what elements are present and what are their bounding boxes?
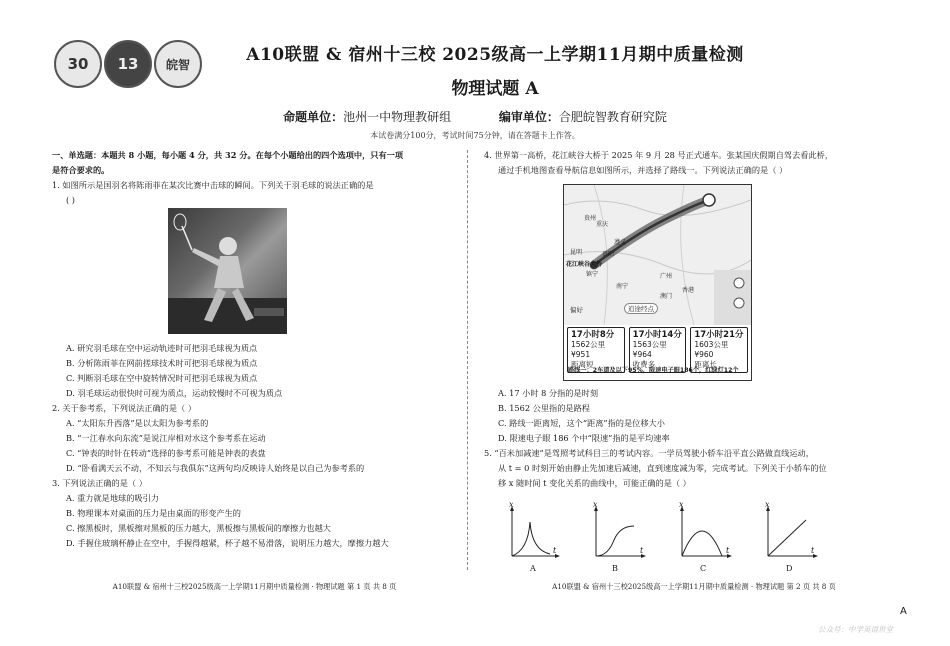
graph-a-label: A [530,564,536,573]
add-waypoint-button[interactable]: 追途经点 [624,303,658,314]
page-1-footer: A10联盟 & 宿州十三校2025级高一上学期11月期中质量检测 · 物理试题 第 1 页 共 8 页 [112,582,397,591]
route-option-3[interactable]: 17小时21分 1603公里¥960 距离长 [690,327,748,373]
watermark: 公众号：中学英语世堂 [818,625,893,634]
q2-option-a: A. “太阳东升西落”是以太阳为参考系的 [66,418,209,428]
right-column-lower [484,386,904,491]
badminton-photo [168,208,287,334]
q2-option-b: B. “一江春水向东流”是说江岸相对水这个参考系在运动 [66,433,266,443]
q3-option-d: D. 手握住玻璃杯静止在空中，手握得越紧，杯子越不易滑落，说明压力越大，摩擦力越大 [66,538,389,548]
graph-b-ylabel: x [593,500,598,509]
city-label: 广州 [660,273,673,280]
q1-option-a: A. 研究羽毛球在空中运动轨迹时可把羽毛球视为质点 [66,343,258,353]
graph-a-xlabel: t [553,546,557,555]
question-4: 4. 世界第一高桥，花江峡谷大桥于 2025 年 9 月 28 号正式通车。张某国庆假期自驾去看此桥， [484,150,834,160]
column-divider [467,150,468,570]
q1-option-c: C. 判断羽毛球在空中旋转情况时可把羽毛球视为质点 [66,373,258,383]
graph-c-ylabel: x [679,500,684,509]
city-label: 澳门 [660,293,673,300]
city-label: 香港 [682,287,695,294]
graph-c [680,506,732,558]
exam-subtitle: 物理试题 A [451,79,539,99]
q4-option-b: B. 1562 公里指的是路程 [498,403,590,413]
map-graphic [564,185,751,325]
question-3: 3. 下列说法正确的是（ ） [52,478,147,488]
graph-d-xlabel: t [811,546,815,555]
graph-c-xlabel: t [726,546,730,555]
q4-option-c: C. 路线一距离短，这个“距离”指的是位移大小 [498,418,665,428]
navigation-map [563,184,752,381]
q3-option-b: B. 物理课本对桌面的压力是由桌面的形变产生的 [66,508,241,518]
city-label: 贵州 [584,215,597,222]
right-column [484,148,904,178]
page-2-footer: A10联盟 & 宿州十三校2025级高一上学期11月期中质量检测 · 物理试题 第 2 页 共 8 页 [552,582,836,591]
exam-note: 本试卷满分100分，考试时间75分钟，请在答题卡上作答。 [370,131,580,140]
q1-option-b: B. 分析陈雨菲在网前搓球技术时可把羽毛球视为质点 [66,358,258,368]
graph-d-ylabel: x [765,500,770,509]
question-5-cont2: 移 x 随时间 t 变化关系的曲线中，可能正确的是（ ） [498,478,691,488]
question-2: 2. 关于参考系，下列说法正确的是（ ） [52,403,197,413]
graph-b-label: B [612,564,618,573]
player-silhouette [168,208,287,334]
city-label: 南宁 [616,283,629,290]
exam-title: A10联盟 & 宿州十三校 2025级高一上学期11月期中质量检测 [246,45,744,65]
graph-b [594,506,646,558]
left-column-lower [52,341,457,551]
question-5: 5. “百米加减速”是驾照考试科目三的考试内容。一学员驾驶小轿车沿平直公路做直线运动， [484,448,814,458]
question-4-cont: 通过手机地图查看导航信息如图所示，并选择了路线一。下列说法正确的是（ ） [498,165,788,175]
graph-c-label: C [700,564,707,573]
preference-button[interactable]: 偏好 [570,306,583,314]
xt-graphs [500,500,820,576]
bridge-label: 花江峡谷大桥 [566,261,603,268]
q2-option-d: D. “卧看满天云不动，不知云与我俱东”这两句均反映诗人始终是以自己为参考系的 [66,463,365,473]
city-label: 镇宁 [586,271,599,278]
graph-d-label: D [786,564,793,573]
city-label: 遵义 [614,239,627,246]
graph-b-xlabel: t [640,546,644,555]
thirteen-schools-logo: 13 [104,40,152,88]
left-column [52,148,457,208]
version-marker: A [900,606,907,617]
q3-option-c: C. 擦黑板时，黑板擦对黑板的压力越大，黑板擦与黑板间的摩擦力也越大 [66,523,331,533]
city-label: 昆明 [570,249,583,256]
q4-option-d: D. 限速电子眼 186 个中“限速”指的是平均速率 [498,433,670,443]
q2-option-c: C. “钟表的时针在转动”选择的参考系可能是钟表的表盘 [66,448,266,458]
q4-option-a: A. 17 小时 8 分指的是时刻 [498,388,599,398]
wanzhi-education-logo: 皖智 [154,40,202,88]
authoring-units: 命题单位：池州一中物理教研组 编审单位：合肥皖智教育研究院 [283,110,667,124]
route-summary: 路线一：2车道及以下95%，限速电子眼186个，红绿灯12个 [568,367,739,374]
q1-option-d: D. 羽毛球运动很快时可视为质点，运动较慢时不可视为质点 [66,388,283,398]
q3-option-a: A. 重力就是地球的吸引力 [66,493,159,503]
city-label: 重庆 [596,221,609,228]
school-seal-logo: 30 [54,40,102,88]
question-5-cont: 从 t = 0 时刻开始由静止先加速后减速，直到速度减为零，完成考试。下列关于小轿车的位 [498,463,827,473]
section-heading-cont: 是符合要求的。 [52,165,110,175]
question-1-bracket: ( ) [66,195,75,205]
route-option-1[interactable]: 17小时8分 1562公里¥951 距离短 [567,327,625,373]
section-heading: 一、单选题：本题共 8 小题，每小题 4 分，共 32 分。在每个小题给出的四个选项中，只有一项 [52,150,404,160]
question-1: 1. 如图所示是国羽名将陈雨菲在某次比赛中击球的瞬间。下列关于羽毛球的说法正确的是 [52,180,374,190]
graph-a-ylabel: x [509,500,514,509]
route-option-2[interactable]: 17小时14分 1563公里¥964 收费多 [629,327,687,373]
city-label: 贵阳 [602,251,615,258]
